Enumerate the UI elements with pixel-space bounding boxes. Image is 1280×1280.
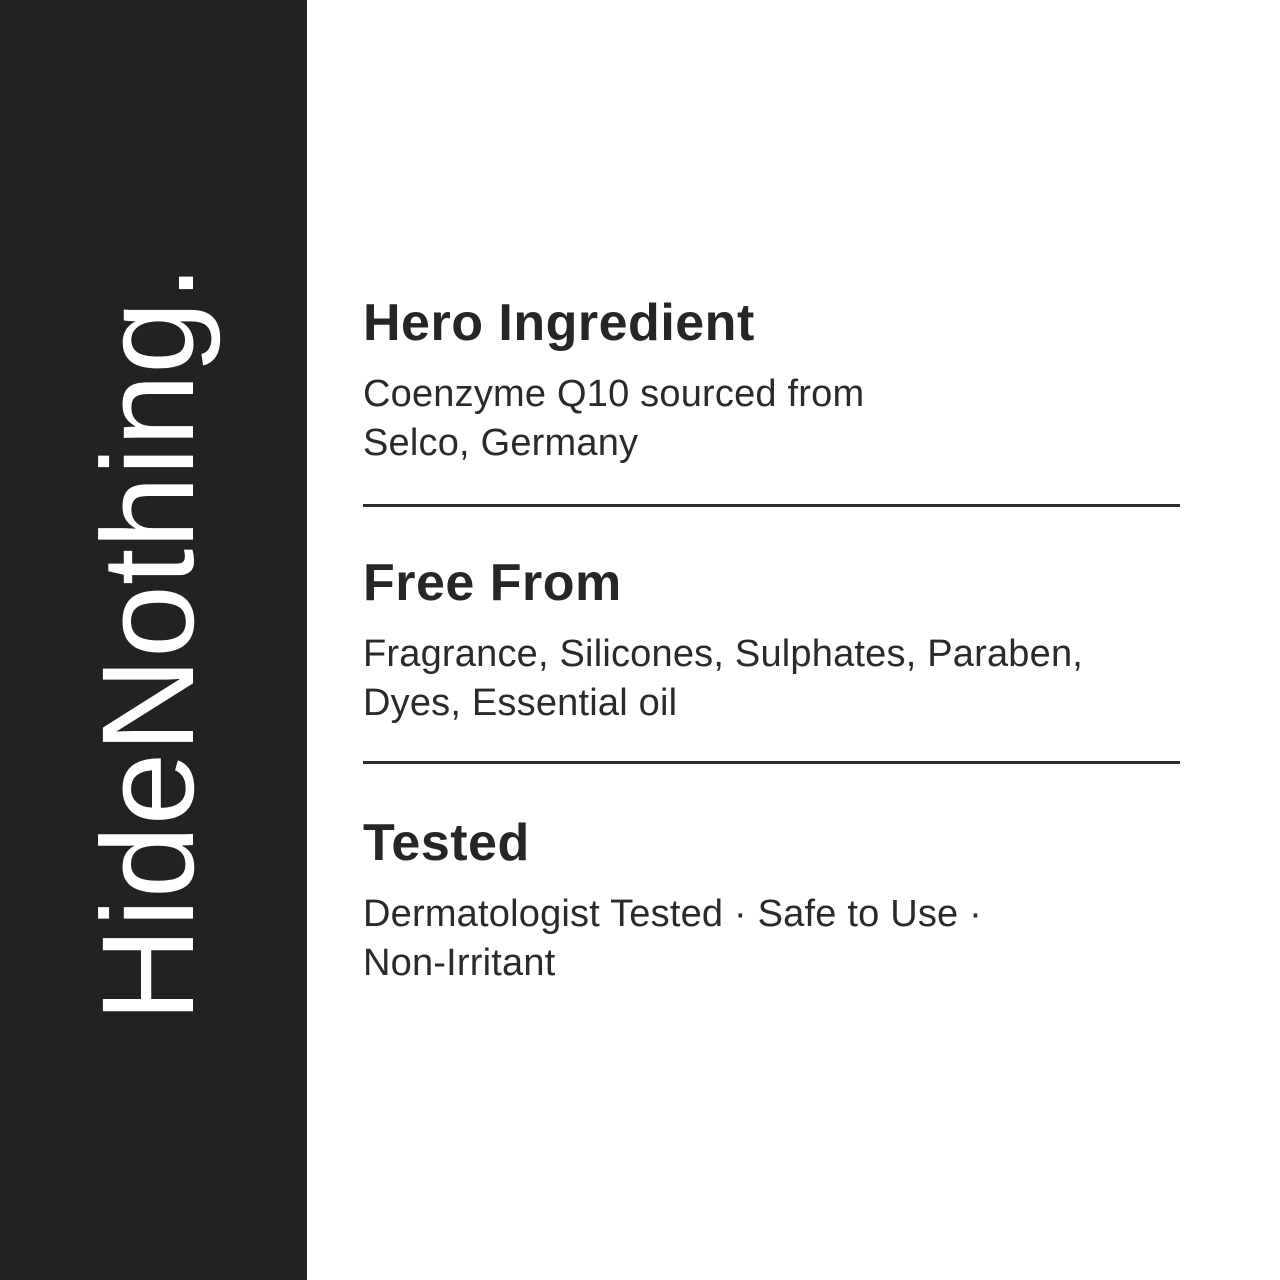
section-heading-free-from: Free From xyxy=(363,554,622,612)
section-body-tested: Dermatologist Tested · Safe to Use · Non-Irritant xyxy=(363,893,982,984)
section-heading-hero-ingredient: Hero Ingredient xyxy=(363,294,755,352)
section-body-free-from: Fragrance, Silicones, Sulphates, Paraben, Dyes, Essential oil xyxy=(363,633,1084,724)
brand-panel xyxy=(0,0,307,1280)
content-area xyxy=(363,0,1180,1280)
section-body-hero-ingredient: Coenzyme Q10 sourced from Selco, Germany xyxy=(363,373,865,464)
section-divider xyxy=(363,504,1180,507)
brand-logo: HideNothing. xyxy=(74,264,221,1022)
section-divider xyxy=(363,761,1180,764)
section-heading-tested: Tested xyxy=(363,814,530,872)
